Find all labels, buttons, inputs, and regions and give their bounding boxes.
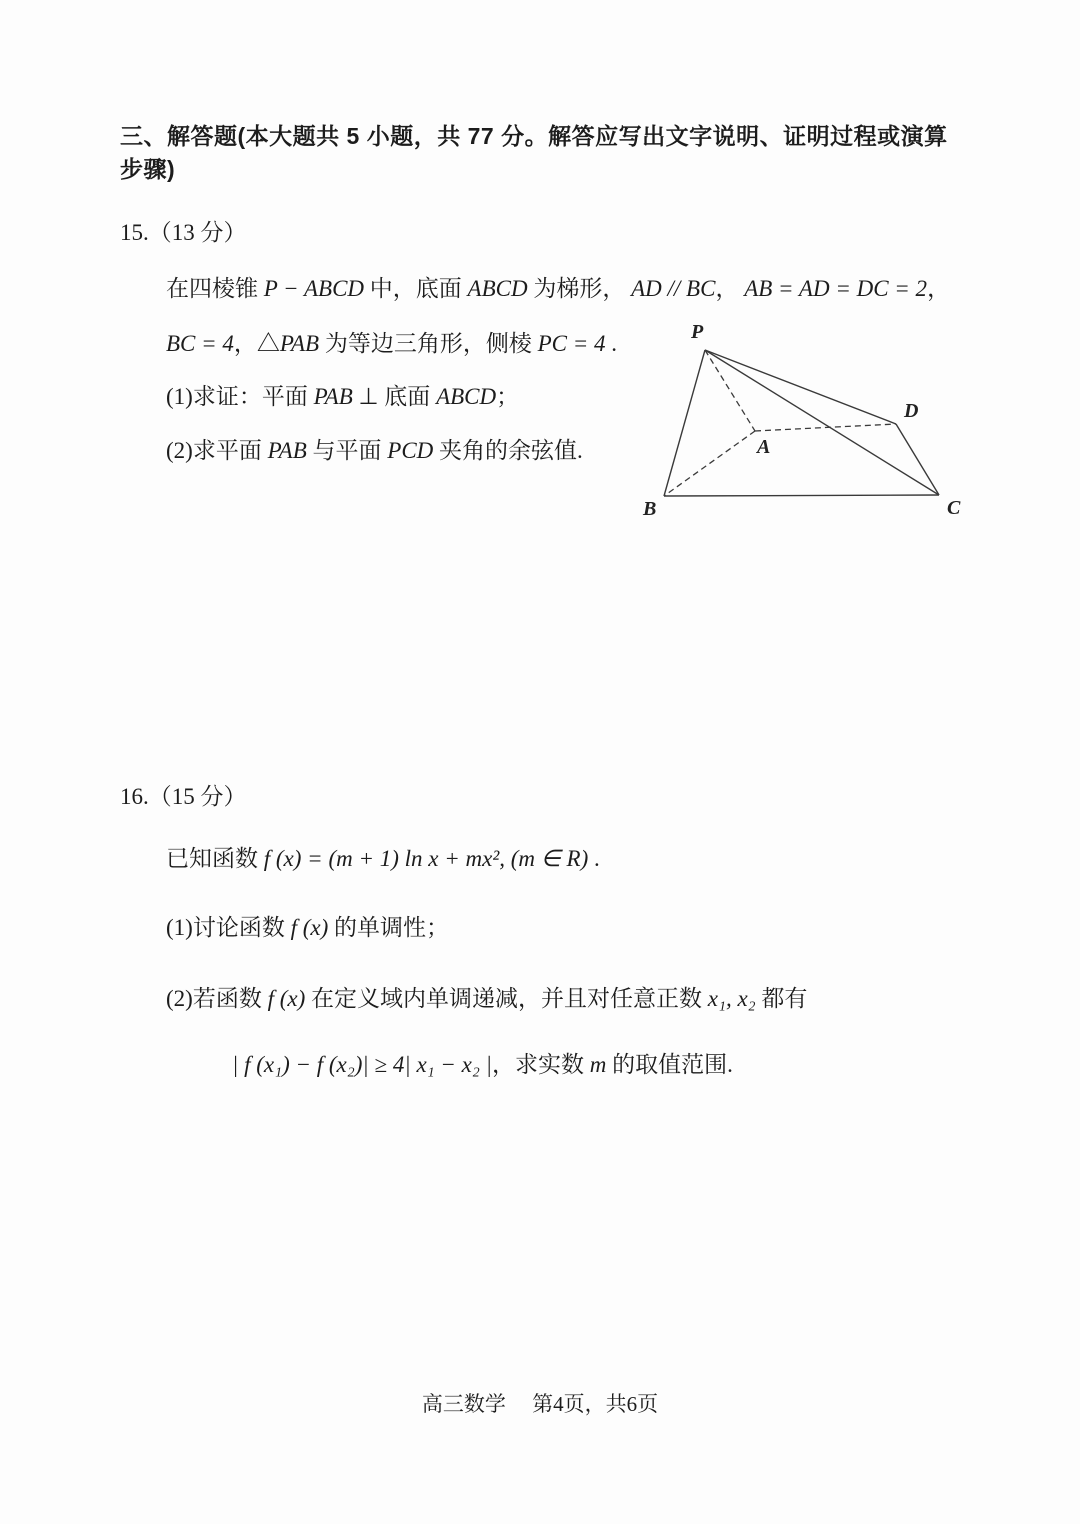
- math-segment: m: [589, 1052, 607, 1078]
- text-segment: ，△: [233, 330, 280, 356]
- math-segment: PCD: [387, 438, 434, 464]
- section-header: 三、解答题(本大题共 5 小题，共 77 分。解答应写出文字说明、证明过程或演算步骤): [120, 123, 948, 182]
- text-segment: ；: [496, 383, 520, 409]
- problem-16-body: [166, 845, 970, 1080]
- vertex-label-C: C: [947, 497, 961, 519]
- text-segment: (1)求证：平面: [166, 383, 314, 409]
- math-segment: f (x): [290, 914, 329, 940]
- math-segment: | f (x₁) − f (x₂)| ≥ 4| x₁ − x₂ |: [232, 1052, 492, 1078]
- text-segment: 中，底面: [364, 276, 468, 301]
- edge-BC: [664, 495, 939, 496]
- math-segment: x₁, x₂: [707, 985, 756, 1011]
- math-segment: PAB: [267, 438, 307, 464]
- vertex-label-D: D: [904, 400, 919, 422]
- text-segment: 夹角的余弦值.: [433, 438, 583, 464]
- text-segment: 为梯形，: [527, 276, 632, 301]
- math-segment: AD // BC: [631, 276, 716, 301]
- problem-15-label: 15.（13 分）: [120, 220, 247, 245]
- page-footer: 高三数学 第4页，共6页: [421, 1392, 659, 1416]
- text-segment: 在四棱锥: [166, 276, 264, 301]
- text-segment: .: [588, 846, 600, 871]
- p16-question-2-inequality: [232, 1051, 970, 1080]
- edge-PB: [664, 350, 705, 496]
- math-segment: BC = 4: [166, 330, 234, 356]
- text-segment: (2)若函数: [166, 985, 268, 1011]
- math-segment: P − ABCD: [263, 276, 365, 301]
- math-segment: ABCD: [436, 383, 497, 409]
- vertex-label-B: B: [643, 498, 657, 520]
- text-segment: 的单调性；: [328, 914, 449, 940]
- math-segment: PAB: [279, 330, 320, 356]
- text-segment: 在定义域内单调递减，并且对任意正数: [305, 985, 708, 1011]
- text-segment: .: [605, 330, 618, 356]
- problem-16-label: 16.（15 分）: [120, 784, 247, 809]
- text-segment: (1)讨论函数: [166, 914, 291, 940]
- page-content: [120, 118, 970, 1080]
- p16-given-line: [166, 845, 970, 874]
- text-segment: ，: [715, 276, 745, 301]
- text-segment: 都有: [755, 985, 808, 1011]
- edge-DC: [896, 424, 939, 495]
- edge-PD: [705, 350, 896, 424]
- text-segment: (2)求平面: [166, 438, 268, 464]
- math-segment: ABCD: [467, 276, 528, 301]
- math-segment: PC = 4: [537, 330, 606, 356]
- p15-given-line-1: [166, 275, 970, 304]
- math-segment: AB = AD = DC = 2: [744, 276, 928, 301]
- pyramid-figure-svg: [630, 316, 980, 536]
- text-segment: ⊥ 底面: [352, 383, 437, 409]
- pyramid-figure: [630, 316, 980, 536]
- edge-AB-dashed: [664, 431, 755, 496]
- edge-PC: [705, 350, 939, 495]
- text-segment: 已知函数: [166, 846, 264, 871]
- p16-question-1: [166, 914, 970, 943]
- vertex-label-A: A: [757, 436, 771, 458]
- edge-PA-dashed: [705, 350, 755, 431]
- math-segment: f (x): [267, 985, 306, 1011]
- text-segment: ，求实数: [491, 1052, 590, 1078]
- text-segment: ，: [927, 276, 951, 301]
- p16-question-2: [166, 985, 970, 1014]
- vertex-label-P: P: [691, 321, 704, 343]
- math-segment: f (x) = (m + 1) ln x + mx², (m ∈ R): [263, 846, 589, 871]
- text-segment: 为等边三角形，侧棱: [319, 330, 538, 356]
- math-segment: PAB: [313, 383, 353, 409]
- text-segment: 与平面: [306, 438, 388, 464]
- text-segment: 的取值范围.: [606, 1052, 733, 1078]
